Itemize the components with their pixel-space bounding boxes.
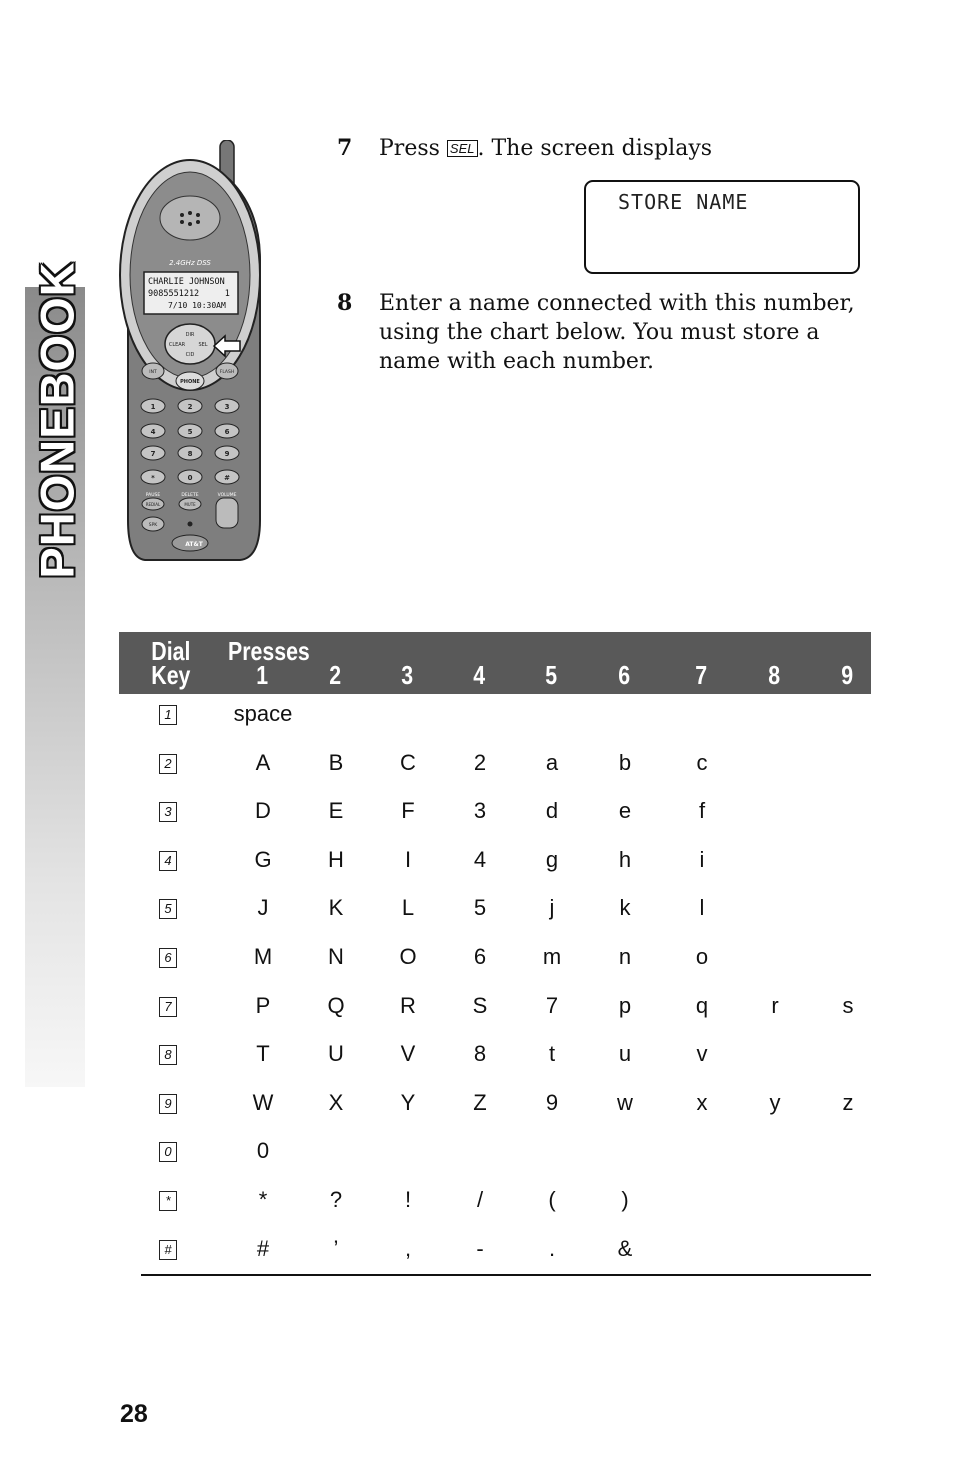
nav-clear-label: CLEAR: [168, 342, 186, 348]
nav-dir-label: DIR: [185, 332, 195, 338]
chart-cell: a: [545, 750, 559, 775]
chart-cell: &: [617, 1236, 633, 1261]
chart-cell: .: [548, 1236, 556, 1261]
chart-cell: R: [400, 993, 416, 1018]
table-bottom-rule: [141, 1274, 871, 1276]
chart-cell: i: [699, 847, 705, 872]
dial-key-label: 4: [150, 428, 156, 436]
display-screen: [584, 180, 860, 274]
header-press-9: 9: [841, 660, 854, 690]
header-press-1: 1: [256, 660, 269, 690]
chart-cell: r: [771, 993, 779, 1018]
nav-cid-label: CID: [185, 352, 195, 358]
chart-cell: v: [696, 1041, 708, 1066]
chart-cell: h: [618, 847, 632, 872]
chart-cell: *: [258, 1187, 268, 1212]
chart-cell: X: [328, 1090, 344, 1115]
header-presses: Presses: [227, 636, 310, 666]
chart-cell: Z: [473, 1090, 487, 1115]
chart-cell: u: [618, 1041, 632, 1066]
chart-cell: 8: [473, 1041, 487, 1066]
chart-cell: !: [404, 1187, 412, 1212]
dial-key-label: #: [224, 474, 230, 482]
chart-cell: f: [698, 798, 706, 823]
dial-key-#-icon: #: [159, 1240, 177, 1260]
chart-cell: B: [328, 750, 344, 775]
pause-label: PAUSE: [145, 493, 161, 498]
chart-cell: space: [233, 701, 293, 726]
handset-screen-line-3: 7/10 10:30AM: [168, 301, 226, 310]
header-key: Key: [151, 660, 191, 690]
chart-cell: 3: [473, 798, 487, 823]
chart-cell: c: [696, 750, 708, 775]
dial-key-4-icon: 4: [159, 851, 177, 871]
dial-key-6-icon: 6: [159, 948, 177, 968]
chart-cell: 0: [256, 1138, 270, 1163]
dial-key-1-icon: 1: [159, 705, 177, 725]
chart-cell: n: [618, 944, 632, 969]
dial-key-label: 7: [150, 450, 156, 458]
dial-key-label: 5: [187, 428, 193, 436]
chart-cell: -: [476, 1236, 484, 1261]
step-text: Enter a name connected with this number, using the chart below. You must store a name with each number.: [379, 291, 855, 374]
dial-key-label: 9: [224, 450, 230, 458]
chart-cell: /: [476, 1187, 484, 1212]
header-press-3: 3: [401, 660, 414, 690]
chart-cell: 4: [473, 847, 487, 872]
chart-cell: T: [256, 1041, 270, 1066]
step-text: [379, 134, 869, 163]
chart-cell: G: [254, 847, 272, 872]
chart-cell: E: [328, 798, 344, 823]
nav-sel-label: SEL: [198, 342, 208, 348]
dial-key-label: 2: [187, 403, 193, 411]
dial-key-label: 3: [224, 403, 230, 411]
section-tab-label: PHONEBOOK: [30, 261, 84, 579]
header-press-6: 6: [618, 660, 631, 690]
chart-cell: o: [695, 944, 709, 969]
chart-cell: t: [548, 1041, 556, 1066]
chart-cell: N: [328, 944, 344, 969]
chart-cell: M: [253, 944, 273, 969]
chart-cell: x: [696, 1090, 708, 1115]
dial-key-8-icon: 8: [159, 1045, 177, 1065]
handset-logo: AT&T: [185, 541, 203, 548]
dial-key-5-icon: 5: [159, 899, 177, 919]
mute-key-label: MUTE: [184, 502, 196, 507]
dial-key-label: 8: [187, 450, 193, 458]
chart-cell: H: [328, 847, 344, 872]
step-text-after: . The screen displays: [477, 136, 713, 161]
chart-cell: z: [842, 1090, 854, 1115]
dial-key-label: 0: [187, 474, 193, 482]
handset-screen-line-1: CHARLIE JOHNSON: [148, 277, 225, 287]
dial-key-2-icon: 2: [159, 754, 177, 774]
chart-cell: S: [472, 993, 488, 1018]
chart-cell: U: [328, 1041, 344, 1066]
header-press-5: 5: [545, 660, 558, 690]
chart-cell: p: [618, 993, 632, 1018]
character-chart-header: [119, 632, 871, 694]
chart-cell: 2: [473, 750, 487, 775]
chart-cell: s: [842, 993, 854, 1018]
chart-cell: j: [549, 895, 555, 920]
chart-cell: Y: [400, 1090, 416, 1115]
chart-cell: b: [618, 750, 632, 775]
dial-key-3-icon: 3: [159, 802, 177, 822]
display-screen-text: STORE NAME: [618, 190, 749, 214]
chart-cell: 6: [473, 944, 487, 969]
step-text-before: Press: [379, 136, 447, 161]
chart-cell: ): [621, 1187, 629, 1212]
dial-key-label: 6: [224, 428, 230, 436]
chart-cell: O: [399, 944, 417, 969]
dial-key-label: *: [151, 474, 155, 482]
page-number: 28: [120, 1400, 148, 1428]
handset-screen-line-2: 9085551212 1: [148, 289, 230, 299]
chart-cell: L: [401, 895, 415, 920]
step-number: 8: [337, 290, 353, 316]
chart-cell: C: [400, 750, 416, 775]
header-press-8: 8: [768, 660, 781, 690]
chart-cell: W: [252, 1090, 274, 1115]
chart-cell: V: [400, 1041, 416, 1066]
dial-key-label: 1: [150, 403, 156, 411]
handset-brand: 2.4GHz DSS: [169, 259, 211, 267]
step-number: 7: [337, 135, 353, 161]
chart-cell: m: [542, 944, 562, 969]
chart-cell: A: [255, 750, 271, 775]
chart-cell: P: [255, 993, 271, 1018]
chart-cell: #: [256, 1236, 270, 1261]
dial-key-0-icon: 0: [159, 1142, 177, 1162]
chart-cell: 9: [545, 1090, 559, 1115]
phone-key-label: PHONE: [180, 379, 200, 385]
chart-cell: q: [695, 993, 709, 1018]
delete-label: DELETE: [181, 493, 199, 498]
chart-cell: ’: [333, 1236, 339, 1261]
header-dial: Dial: [151, 636, 191, 666]
header-press-2: 2: [329, 660, 342, 690]
chart-cell: 5: [473, 895, 487, 920]
chart-cell: (: [548, 1187, 556, 1212]
chart-cell: F: [401, 798, 415, 823]
redial-key-label: REDIAL: [145, 502, 161, 507]
chart-cell: J: [257, 895, 269, 920]
chart-cell: Q: [327, 993, 345, 1018]
chart-cell: ,: [404, 1236, 412, 1261]
chart-cell: w: [617, 1090, 633, 1115]
chart-cell: K: [328, 895, 344, 920]
spk-key-label: SPK: [148, 523, 158, 528]
chart-cell: I: [404, 847, 412, 872]
chart-cell: g: [545, 847, 559, 872]
chart-cell: l: [699, 895, 705, 920]
dial-key-9-icon: 9: [159, 1094, 177, 1114]
header-press-4: 4: [473, 660, 486, 690]
sel-key-icon: SEL: [447, 140, 478, 157]
chart-cell: k: [619, 895, 631, 920]
chart-cell: e: [618, 798, 632, 823]
chart-cell: 7: [545, 993, 559, 1018]
chart-cell: d: [545, 798, 559, 823]
handset-illustration: [110, 140, 280, 570]
chart-cell: y: [769, 1090, 781, 1115]
volume-label: VOLUME: [217, 493, 237, 498]
int-key-label: INT: [149, 370, 157, 375]
chart-cell: ?: [329, 1187, 343, 1212]
header-press-7: 7: [695, 660, 708, 690]
dial-key-7-icon: 7: [159, 997, 177, 1017]
dial-key-*-icon: *: [159, 1191, 177, 1211]
flash-key-label: FLASH: [219, 370, 235, 375]
chart-cell: D: [255, 798, 271, 823]
